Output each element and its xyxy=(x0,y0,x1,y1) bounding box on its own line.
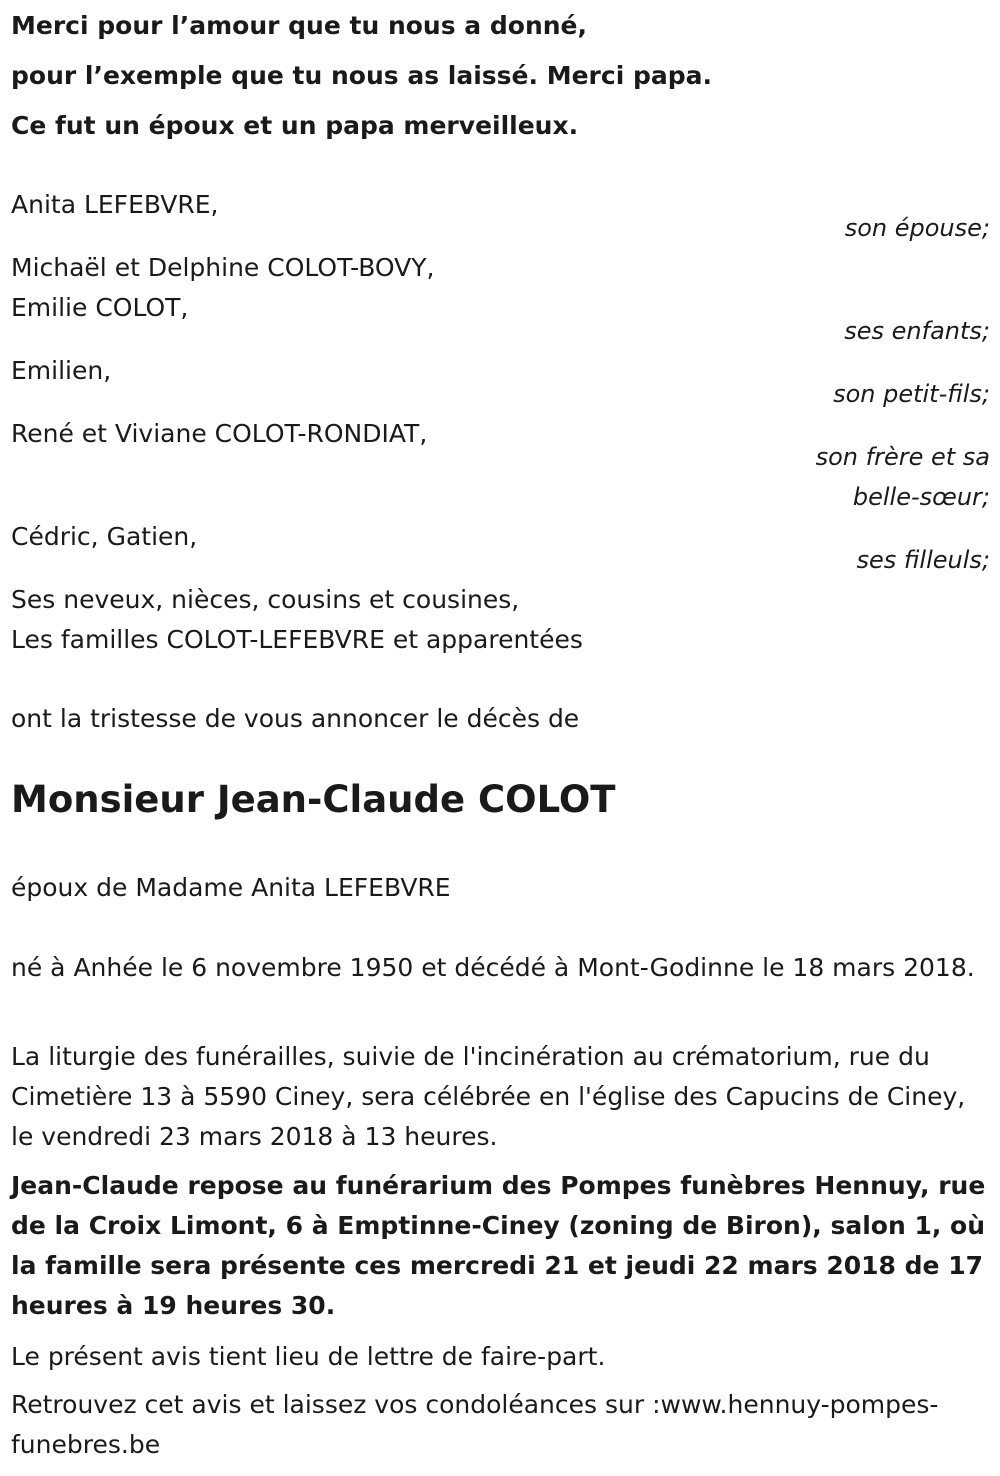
family-name: René et Viviane COLOT-RONDIAT, xyxy=(11,419,428,448)
birth-death-paragraph: né à Anhée le 6 novembre 1950 et décédé à Mont-Godinne le 18 mars 2018. xyxy=(11,953,975,982)
deceased-name: Monsieur Jean-Claude COLOT xyxy=(11,778,616,821)
family-name: Anita LEFEBVRE, xyxy=(11,190,219,219)
family-role: son petit-fils; xyxy=(833,380,990,408)
family-name: Michaël et Delphine COLOT-BOVY, xyxy=(11,253,435,282)
family-role: ses filleuls; xyxy=(856,546,990,574)
funeral-paragraph: La liturgie des funérailles, suivie de l'incinération au crématorium, rue du Cimetière 13 à 5590 Ciney, sera célébrée en l'église des Capucins de Ciney, le vendredi 23 mars 2018 à 13 heures. xyxy=(11,1042,966,1151)
family-role: son épouse; xyxy=(844,214,990,242)
condolences-paragraph: Retrouvez cet avis et laissez vos condoléances sur :www.hennuy-pompes-funebres.be xyxy=(11,1390,939,1459)
others-line-2: Les familles COLOT-LEFEBVRE et apparentées xyxy=(11,625,583,654)
announcement: ont la tristesse de vous annoncer le décès de xyxy=(11,704,580,733)
intro-line-1: Merci pour l’amour que tu nous a donné, xyxy=(11,11,588,40)
visitation-paragraph: Jean-Claude repose au funérarium des Pompes funèbres Hennuy, rue de la Croix Limont, 6 à Emptinne-Ciney (zoning de Biron), salon 1, où la famille sera présente ces mercredi 21 et jeudi 22 mars 2018 de 17 heures à 19 heures 30. xyxy=(11,1171,986,1320)
family-role: son frère et sa xyxy=(815,443,990,471)
notice-paragraph: Le présent avis tient lieu de lettre de faire-part. xyxy=(11,1342,606,1371)
family-name: Cédric, Gatien, xyxy=(11,522,198,551)
family-name: Emilien, xyxy=(11,356,112,385)
family-role: belle-sœur; xyxy=(852,483,990,511)
intro-line-3: Ce fut un époux et un papa merveilleux. xyxy=(11,111,579,140)
intro-line-2: pour l’exemple que tu nous as laissé. Merci papa. xyxy=(11,61,713,90)
family-role: ses enfants; xyxy=(844,317,990,345)
spouse-line: époux de Madame Anita LEFEBVRE xyxy=(11,873,451,902)
family-name: Emilie COLOT, xyxy=(11,293,189,322)
others-line-1: Ses neveux, nièces, cousins et cousines, xyxy=(11,585,520,614)
